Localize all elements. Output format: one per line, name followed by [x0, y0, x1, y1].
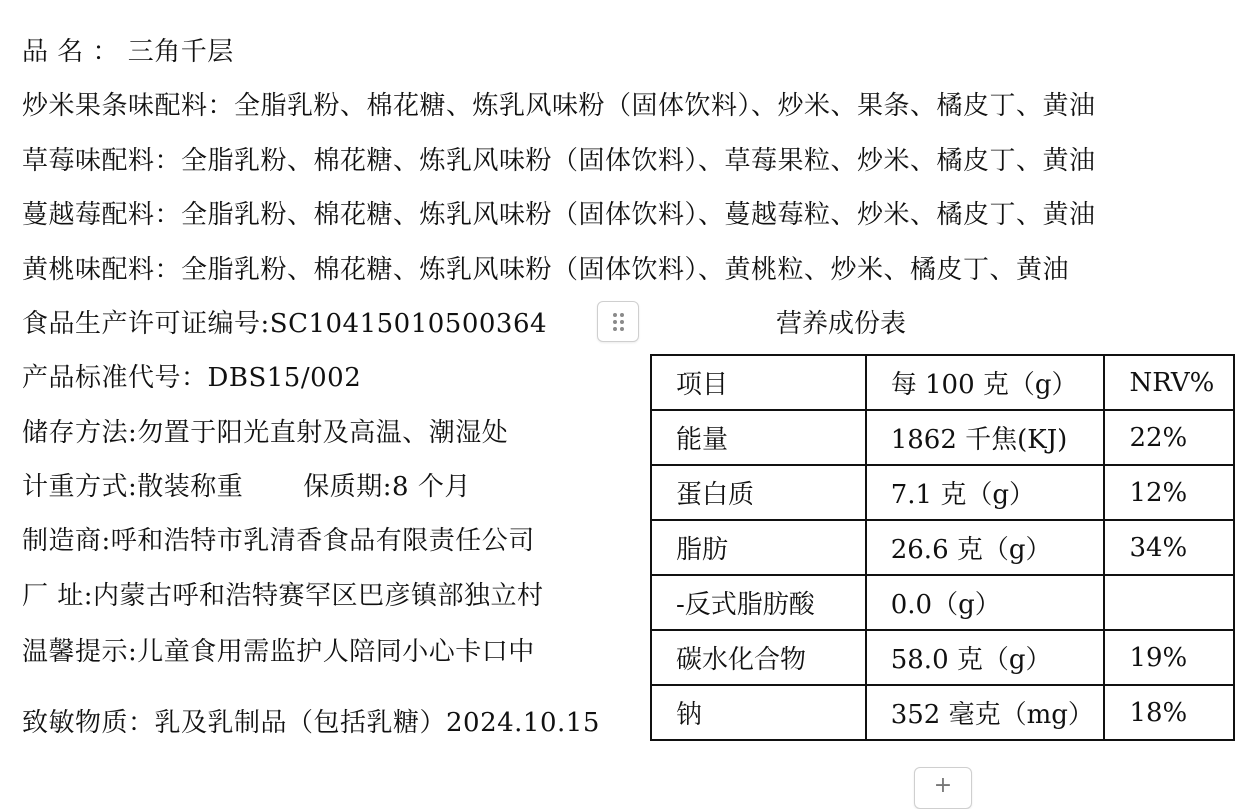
- nutrition-table: [650, 354, 1235, 741]
- header-cell: 每 100 克（g）: [866, 355, 1105, 410]
- table-cell: 0.0（g）: [866, 575, 1105, 630]
- table-cell: 18%: [1104, 685, 1234, 740]
- table-cell: 7.1 克（g）: [866, 465, 1105, 520]
- storage-method: 储存方法:勿置于阳光直射及高温、潮湿处: [22, 418, 509, 448]
- table-row: [651, 685, 1234, 740]
- product-name: 品 名 ： 三角千层: [22, 37, 234, 67]
- table-cell: 能量: [651, 410, 866, 465]
- table-cell: 19%: [1104, 630, 1234, 685]
- factory-address: 厂 址:内蒙古呼和浩特赛罕区巴彦镇部独立村: [22, 581, 544, 611]
- table-cell: 碳水化合物: [651, 630, 866, 685]
- ingredients-line: 炒米果条味配料：全脂乳粉、棉花糖、炼乳风味粉（固体饮料）、炒米、果条、橘皮丁、黄油: [22, 91, 1096, 121]
- table-row: [651, 630, 1234, 685]
- table-cell: 34%: [1104, 520, 1234, 575]
- table-row: [651, 465, 1234, 520]
- table-cell: 钠: [651, 685, 866, 740]
- table-cell: [1104, 575, 1234, 630]
- drag-dots-icon: [613, 313, 624, 331]
- table-cell: 1862 千焦(KJ): [866, 410, 1105, 465]
- nutrition-table-title: 营养成份表: [776, 309, 907, 339]
- table-cell: 26.6 克（g）: [866, 520, 1105, 575]
- standard-code: 产品标准代号：DBS15/002: [22, 363, 362, 393]
- drag-handle[interactable]: [597, 301, 639, 342]
- table-cell: 22%: [1104, 410, 1234, 465]
- shelf-life: 保质期:8 个月: [303, 472, 471, 502]
- table-cell: 58.0 克（g）: [866, 630, 1105, 685]
- license-number: 食品生产许可证编号:SC10415010500364: [22, 309, 548, 339]
- add-row-button[interactable]: +: [914, 767, 972, 809]
- ingredients-line: 蔓越莓配料：全脂乳粉、棉花糖、炼乳风味粉（固体饮料）、蔓越莓粒、炒米、橘皮丁、黄油: [22, 200, 1096, 230]
- table-header-row: [651, 355, 1234, 410]
- header-cell: NRV%: [1104, 355, 1234, 410]
- table-row: [651, 575, 1234, 630]
- table-row: [651, 520, 1234, 575]
- weighing-method: 计重方式:散装称重: [22, 472, 244, 502]
- manufacturer: 制造商:呼和浩特市乳清香食品有限责任公司: [22, 526, 535, 556]
- ingredients-line: 草莓味配料：全脂乳粉、棉花糖、炼乳风味粉（固体饮料）、草莓果粒、炒米、橘皮丁、黄油: [22, 146, 1096, 176]
- table-cell: 蛋白质: [651, 465, 866, 520]
- table-cell: 脂肪: [651, 520, 866, 575]
- table-row: [651, 410, 1234, 465]
- header-cell: 项目: [651, 355, 866, 410]
- table-cell: -反式脂肪酸: [651, 575, 866, 630]
- table-cell: 12%: [1104, 465, 1234, 520]
- table-cell: 352 毫克（mg）: [866, 685, 1105, 740]
- allergen-info: 致敏物质：乳及乳制品（包括乳糖）2024.10.15: [22, 708, 600, 738]
- weight-and-shelf-life: [22, 471, 471, 503]
- warm-tip: 温馨提示:儿童食用需监护人陪同小心卡口中: [22, 637, 535, 667]
- ingredients-line: 黄桃味配料：全脂乳粉、棉花糖、炼乳风味粉（固体饮料）、黄桃粒、炒米、橘皮丁、黄油: [22, 255, 1070, 285]
